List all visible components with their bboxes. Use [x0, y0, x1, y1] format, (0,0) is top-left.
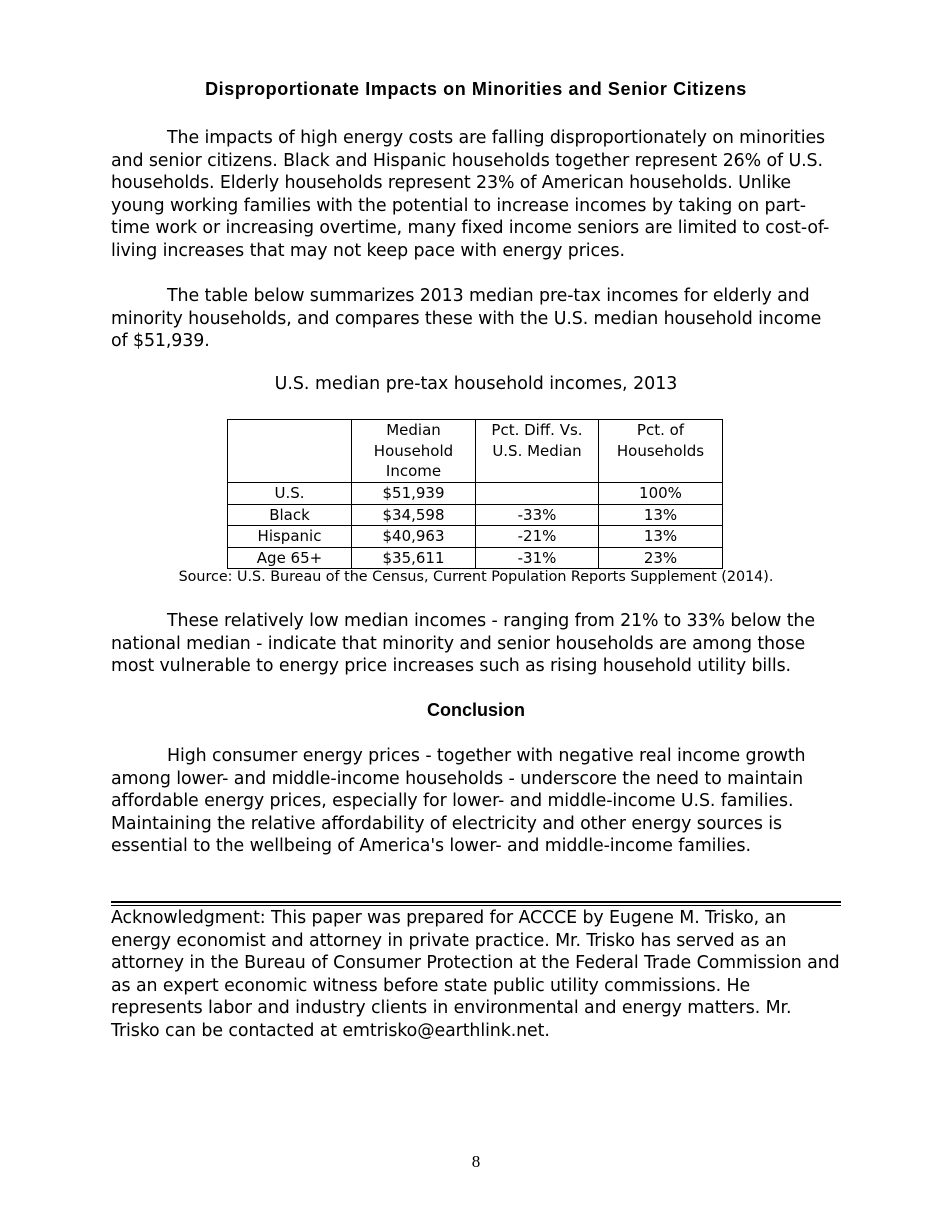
table-cell: Black	[228, 504, 352, 526]
table-header-cell	[228, 420, 352, 483]
section-heading-impacts: Disproportionate Impacts on Minorities and Senior Citizens	[205, 79, 747, 99]
table-caption: U.S. median pre-tax household incomes, 2013	[274, 374, 678, 394]
table-header-row	[228, 420, 723, 483]
table-header-cell: Median Household Income	[352, 420, 476, 483]
paragraph-conclusion: High consumer energy prices - together with negative real income growth among lower- and middle-income households - underscore the need to maintain affordable energy prices, especially for lower- and middle-income U.S. families. Maintaining the relative affordability of electricity and other energy sources is essential to the wellbeing of America's lower- and middle-income families.	[111, 746, 806, 856]
paragraph-impacts: The impacts of high energy costs are falling disproportionately on minorities and senior citizens. Black and Hispanic households together represent 26% of U.S. households. Elderly households represent 23% of American households. Unlike young working families with the potential to increase incomes by taking on part-time work or increasing overtime, many fixed income seniors are limited to cost-of-living increases that may not keep pace with energy prices.	[111, 128, 830, 261]
table-row	[228, 547, 723, 569]
table-cell: 13%	[599, 526, 723, 548]
table-cell: 100%	[599, 483, 723, 505]
paragraph-income-analysis: These relatively low median incomes - ranging from 21% to 33% below the national median - indicate that minority and senior households are among those most vulnerable to energy price increases such as rising household utility bills.	[111, 611, 815, 676]
table-cell: $51,939	[352, 483, 476, 505]
divider-thick	[111, 901, 841, 903]
table-cell: -33%	[476, 504, 599, 526]
table-cell: $40,963	[352, 526, 476, 548]
table-cell: U.S.	[228, 483, 352, 505]
acknowledgment-note: Acknowledgment: This paper was prepared for ACCCE by Eugene M. Trisko, an energy economist and attorney in private practice. Mr. Trisko has served as an attorney in the Bureau of Consumer Protection at the Federal Trade Commission and as an expert economic witness before state public utility commissions. He represents labor and industry clients in environmental and energy matters. Mr. Trisko can be contacted at emtrisko@earthlink.net.	[111, 908, 840, 1041]
table-cell: Hispanic	[228, 526, 352, 548]
divider-thin	[111, 905, 841, 906]
table-cell: 13%	[599, 504, 723, 526]
table-cell: -31%	[476, 547, 599, 569]
table-row	[228, 526, 723, 548]
table-row	[228, 504, 723, 526]
section-heading-conclusion: Conclusion	[427, 700, 525, 720]
table-cell: -21%	[476, 526, 599, 548]
table-cell: $35,611	[352, 547, 476, 569]
table-cell: Age 65+	[228, 547, 352, 569]
table-header-cell: Pct. Diff. Vs. U.S. Median	[476, 420, 599, 483]
table-source-note: Source: U.S. Bureau of the Census, Current Population Reports Supplement (2014).	[178, 569, 774, 585]
paragraph-table-intro: The table below summarizes 2013 median pre-tax incomes for elderly and minority households, and compares these with the U.S. median household income of $51,939.	[111, 286, 822, 351]
income-table-wrapper	[227, 419, 723, 569]
income-table	[227, 419, 723, 569]
table-cell: 23%	[599, 547, 723, 569]
table-row	[228, 483, 723, 505]
table-header-cell: Pct. of Households	[599, 420, 723, 483]
table-cell: $34,598	[352, 504, 476, 526]
page-number: 8	[471, 1152, 481, 1171]
table-cell	[476, 483, 599, 505]
